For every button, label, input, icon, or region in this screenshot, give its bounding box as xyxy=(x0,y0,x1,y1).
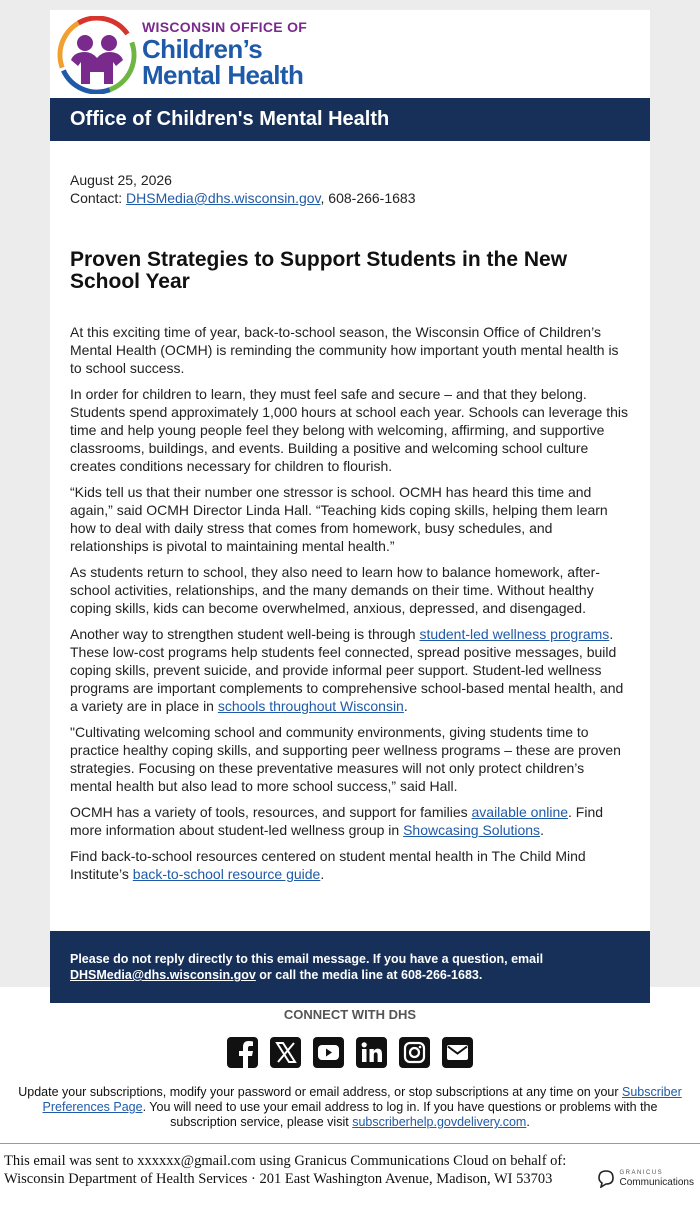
instagram-icon[interactable] xyxy=(398,1036,431,1069)
paragraph-7 xyxy=(70,803,630,839)
sender-footer xyxy=(0,1143,700,1218)
paragraph-5 xyxy=(70,625,630,715)
paragraph-5-text-a: Another way to strengthen student well-being is through xyxy=(70,626,420,642)
email-icon[interactable] xyxy=(441,1036,474,1069)
showcasing-solutions-link[interactable]: Showcasing Solutions xyxy=(403,822,541,838)
paragraph-3: “Kids tell us that their number one stressor is school. OCMH has heard this time and again,” said OCMH Director Linda Hall. “Teaching kids coping skills, helping them learn how to deal with daily stress that comes from homework, busy schedules, and relationships is pivotal to maintaining mental health.” xyxy=(70,484,608,554)
no-reply-notice xyxy=(50,931,650,1003)
paragraph-8-text-b: . xyxy=(320,866,325,882)
granicus-brand-big: Communications xyxy=(619,1177,694,1188)
email-card xyxy=(50,10,650,1003)
subscription-text-c: . xyxy=(526,1115,530,1129)
paragraph-8-text-a: Find back-to-school resources centered on student mental health in The Child Mind Institute’s xyxy=(70,848,586,882)
paragraph-5-text-b: . These low-cost programs help students feel connected, spread positive messages, build coping skills, prevent suicide, and provide informal peer support. Student-led wellness programs are important complements to comprehensive school-based mental health, and a variety are in place in xyxy=(70,626,624,714)
notice-text-b: or call the media line at 608-266-1683. xyxy=(255,968,483,982)
paragraph-6: "Cultivating welcoming school and community environments, giving students time to practice healthy coping skills, and supporting peer wellness programs – these are proven strategies. Focusing on these preventative measures will not only protect children’s mental health but also lead to more school success,” said Hall. xyxy=(70,724,621,794)
subscription-notice xyxy=(0,1085,700,1130)
logo-tagline: WISCONSIN OFFICE OF xyxy=(142,19,308,35)
ocmh-logo-icon xyxy=(56,16,138,94)
email-content xyxy=(50,141,650,911)
notice-email-link[interactable]: DHSMedia@dhs.wisconsin.gov xyxy=(70,968,256,982)
title-bar: Office of Children's Mental Health xyxy=(50,98,650,141)
paragraph-1: At this exciting time of year, back-to-school season, the Wisconsin Office of Children’s Mental Health (OCMH) is reminding the community how important youth mental health is to school success. xyxy=(70,324,619,376)
available-online-link[interactable]: available online xyxy=(471,804,569,820)
youtube-icon[interactable] xyxy=(312,1036,345,1069)
schools-throughout-wisconsin-link[interactable]: schools throughout Wisconsin xyxy=(217,698,404,714)
paragraph-8 xyxy=(70,847,630,883)
x-icon[interactable] xyxy=(269,1036,302,1069)
paragraph-7-text-a: OCMH has a variety of tools, resources, and support for families xyxy=(70,804,472,820)
granicus-brand-small: GRANICUS xyxy=(619,1170,664,1176)
contact-phone: , 608-266-1683 xyxy=(320,190,416,206)
granicus-logo-icon xyxy=(596,1168,616,1188)
linkedin-icon[interactable] xyxy=(355,1036,388,1069)
facebook-icon[interactable] xyxy=(226,1036,259,1069)
student-led-wellness-link[interactable]: student-led wellness programs xyxy=(419,626,610,642)
article-headline: Proven Strategies to Support Students in the New School Year xyxy=(70,248,568,293)
notice-text-a: Please do not reply directly to this email message. If you have a question, email xyxy=(70,952,544,966)
subscription-text-b: . You will need to use your email address to log in. If you have questions or problems with the subscription service, please visit xyxy=(142,1100,658,1129)
logo-area xyxy=(50,10,650,98)
logo-name-line2: Mental Health xyxy=(142,60,304,90)
contact-line xyxy=(70,189,630,207)
subscriber-help-link[interactable]: subscriberhelp.govdelivery.com xyxy=(352,1115,527,1129)
paragraph-7-text-b: . Find more information about student-led wellness group in xyxy=(70,804,604,838)
paragraph-5-text-c: . xyxy=(403,698,408,714)
resource-guide-link[interactable]: back-to-school resource guide xyxy=(132,866,321,882)
paragraph-4: As students return to school, they also need to learn how to balance homework, after-school activities, relationships, and the many demands on their time. Without healthy coping skills, kids can become overwhelmed, anxious, depressed, and disengaged. xyxy=(70,564,600,616)
contact-label: Contact: xyxy=(70,190,127,206)
social-links xyxy=(0,1036,700,1069)
subscription-text-a: Update your subscriptions, modify your password or email address, or stop subscriptions at any time on your xyxy=(18,1085,622,1099)
connect-heading: CONNECT WITH DHS xyxy=(283,1007,417,1022)
sender-info: This email was sent to xxxxxx@gmail.com using Granicus Communications Cloud on behalf of: Wisconsin Department of Health Services · 201 East Washington Avenue, Madison, WI 53703 xyxy=(4,1153,567,1187)
release-date: August 25, 2026 xyxy=(70,172,172,188)
paragraph-7-text-c: . xyxy=(540,822,544,838)
subscriber-preferences-link[interactable]: Subscriber Preferences Page xyxy=(42,1085,682,1114)
paragraph-2: In order for children to learn, they must feel safe and secure – and that they belong. Students spend approximately 1,000 hours at school each year. Schools can leverage this time and help young people feel they belong with welcoming, affirming, and supportive classrooms, buildings, and events. Building a positive and welcoming school culture creates conditions necessary for children to flourish. xyxy=(70,386,629,474)
logo-name-line1: Children’s xyxy=(142,34,263,64)
granicus-logo[interactable] xyxy=(596,1168,694,1188)
contact-email-link[interactable]: DHSMedia@dhs.wisconsin.gov xyxy=(126,190,321,206)
